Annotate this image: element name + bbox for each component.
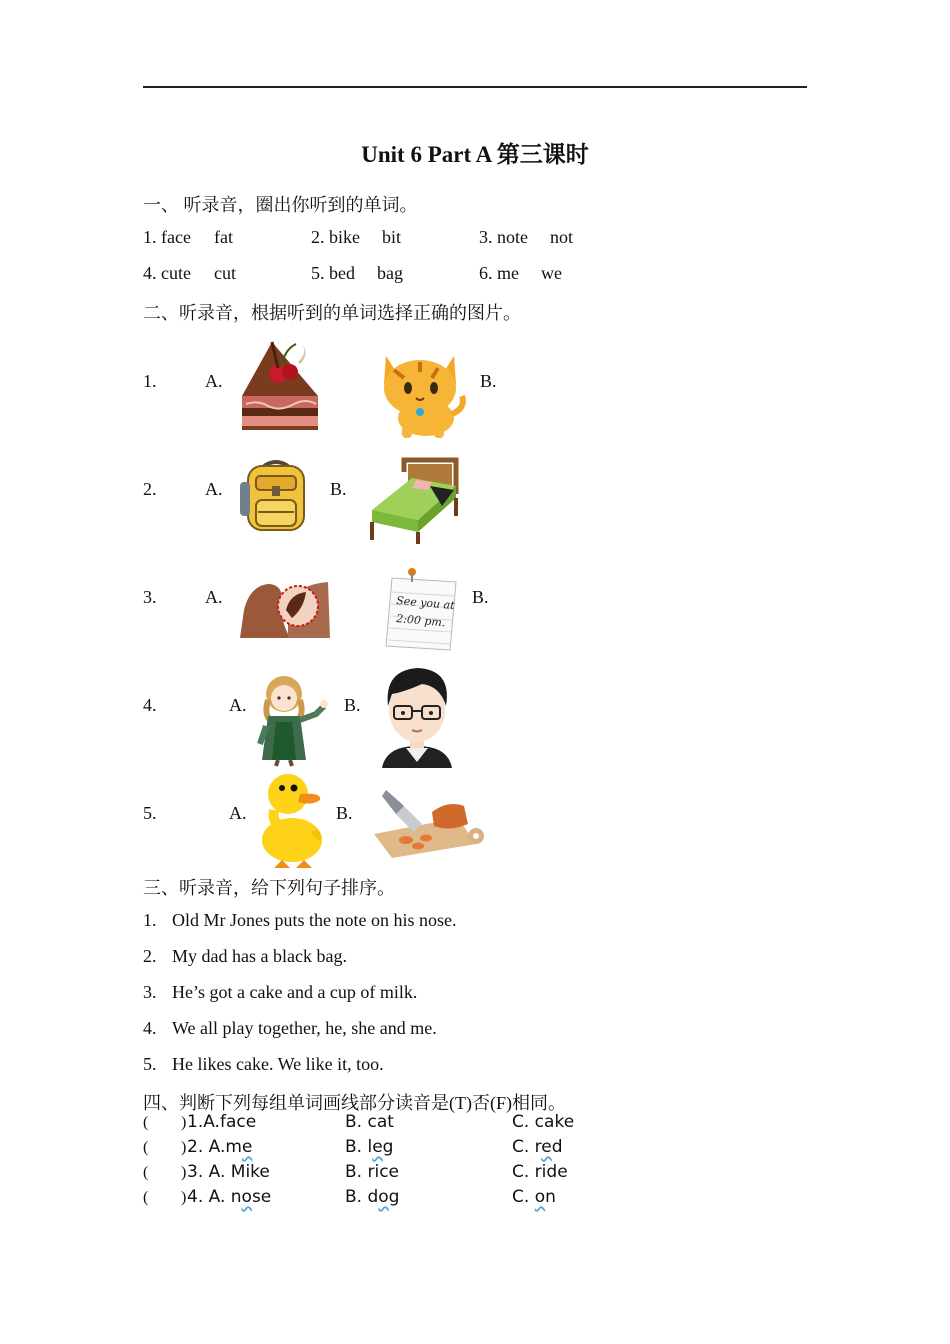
sentence-text: He’s got a cake and a cup of milk. [172,982,418,1002]
word-part: de [546,1162,568,1182]
option-b-word [345,1187,399,1207]
answer-bracket-open[interactable]: ( [143,1189,149,1206]
word-part: a [544,1112,555,1132]
option-b-label[interactable]: B. [480,371,497,391]
option-a-label[interactable]: A. [205,479,223,499]
section-4-heading: 四、判断下列每组单词画线部分读音是(T)否(F)相同。 [143,1093,566,1113]
word-part: o [241,1187,252,1207]
answer-bracket-close[interactable]: ) [181,1189,187,1206]
question-number: 5. [143,803,157,823]
word-part: e [372,1137,383,1157]
sentence-text: He likes cake. We like it, too. [172,1054,384,1074]
sentence-text: Old Mr Jones puts the note on his nose. [172,910,457,930]
question-number: 4. [143,695,157,715]
girl-image[interactable] [254,670,330,766]
sentence-text: My dad has a black bag. [172,946,347,966]
option-a-label[interactable]: A. [205,371,223,391]
word-part: a [376,1112,388,1132]
word-option[interactable]: we [541,263,562,283]
cutting-board-image[interactable] [372,784,486,860]
note-image[interactable] [384,564,458,652]
answer-bracket-open[interactable]: ( [143,1164,149,1181]
backpack-image[interactable] [238,460,314,534]
sentence-number: 3. [143,982,157,1002]
question-number: 2. [143,479,157,499]
word-part: se [251,1187,272,1207]
note-text-line-1: See you at [395,594,456,613]
answer-bracket-open[interactable]: ( [143,1139,149,1156]
header-rule [143,86,807,88]
word-part: C. c [512,1112,545,1132]
answer-bracket-close[interactable]: ) [181,1114,187,1131]
word-part: C. r [512,1137,542,1157]
option-a-word [187,1187,271,1207]
word-part: ke [554,1112,575,1132]
word-option[interactable]: 5. bed [311,263,355,283]
section-1-heading: 一、 听录音，圈出你听到的单词。 [143,195,418,215]
option-a-label[interactable]: A. [229,695,247,715]
word-part: 3. A. M [187,1162,246,1182]
word-part: C. r [512,1162,542,1182]
bed-image[interactable] [368,456,460,546]
option-b-word [345,1162,399,1182]
word-part: e [541,1137,552,1157]
sentence-text: We all play together, he, she and me. [172,1018,437,1038]
option-a-label[interactable]: A. [229,803,247,823]
word-part: i [541,1162,547,1182]
word-part: 2. A.m [187,1137,242,1157]
word-part: ke [250,1162,270,1182]
word-part: B. c [345,1112,377,1132]
answer-bracket-open[interactable]: ( [143,1114,149,1131]
word-part: o [378,1187,389,1207]
option-a-word [187,1162,270,1182]
option-a-label[interactable]: A. [205,587,223,607]
word-part: i [245,1162,251,1182]
section-2-heading: 二、听录音，根据听到的单词选择正确的图片。 [143,303,521,323]
sentence-number: 5. [143,1054,157,1074]
option-c-word [512,1162,568,1182]
word-part: B. d [345,1187,379,1207]
word-part: n [545,1187,556,1207]
option-a-word [187,1112,256,1132]
answer-bracket-close[interactable]: ) [181,1164,187,1181]
word-option[interactable]: 1. face [143,227,191,247]
nose-image[interactable] [238,580,332,640]
word-part: B. r [345,1162,375,1182]
word-part: 4. A. n [187,1187,242,1207]
word-part: g [388,1187,400,1207]
word-part: i [374,1162,380,1182]
option-c-word [512,1137,563,1157]
word-option[interactable]: 2. bike [311,227,360,247]
word-part: o [534,1187,546,1207]
option-b-label[interactable]: B. [336,803,353,823]
option-c-word [512,1187,556,1207]
cake-image[interactable] [238,338,322,438]
sentence-number: 2. [143,946,157,966]
word-part: e [241,1137,253,1157]
word-part: g [382,1137,394,1157]
page-title: Unit 6 Part A 第三课时 [361,142,589,167]
word-part: ce [236,1112,257,1132]
option-a-word [187,1137,252,1157]
sentence-number: 1. [143,910,157,930]
question-number: 3. [143,587,157,607]
word-part: d [551,1137,563,1157]
word-part: B. l [345,1137,373,1157]
word-option[interactable]: bit [382,227,402,247]
option-b-label[interactable]: B. [472,587,489,607]
word-option[interactable]: 6. me [479,263,519,283]
word-part: t [387,1112,394,1132]
word-part: ce [379,1162,400,1182]
option-b-label[interactable]: B. [330,479,347,499]
word-option[interactable]: bag [377,263,403,283]
note-text-line-2: 2:00 pm. [395,612,446,630]
sentence-number: 4. [143,1018,157,1038]
word-option[interactable]: 4. cute [143,263,191,283]
word-part: C. [512,1187,535,1207]
option-b-word [345,1112,394,1132]
option-b-word [345,1137,393,1157]
word-option[interactable]: not [550,227,574,247]
duck-image[interactable] [252,770,326,870]
cat-image[interactable] [374,348,466,440]
boy-image[interactable] [380,664,454,768]
word-part: 1.A.f [187,1112,226,1132]
option-b-label[interactable]: B. [344,695,361,715]
option-c-word [512,1112,574,1132]
word-option[interactable]: cut [214,263,236,283]
section-3-heading: 三、听录音，给下列句子排序。 [143,878,395,898]
question-number: 1. [143,371,157,391]
answer-bracket-close[interactable]: ) [181,1139,187,1156]
word-part: a [225,1112,237,1132]
word-option[interactable]: 3. note [479,227,528,247]
word-option[interactable]: fat [214,227,233,247]
